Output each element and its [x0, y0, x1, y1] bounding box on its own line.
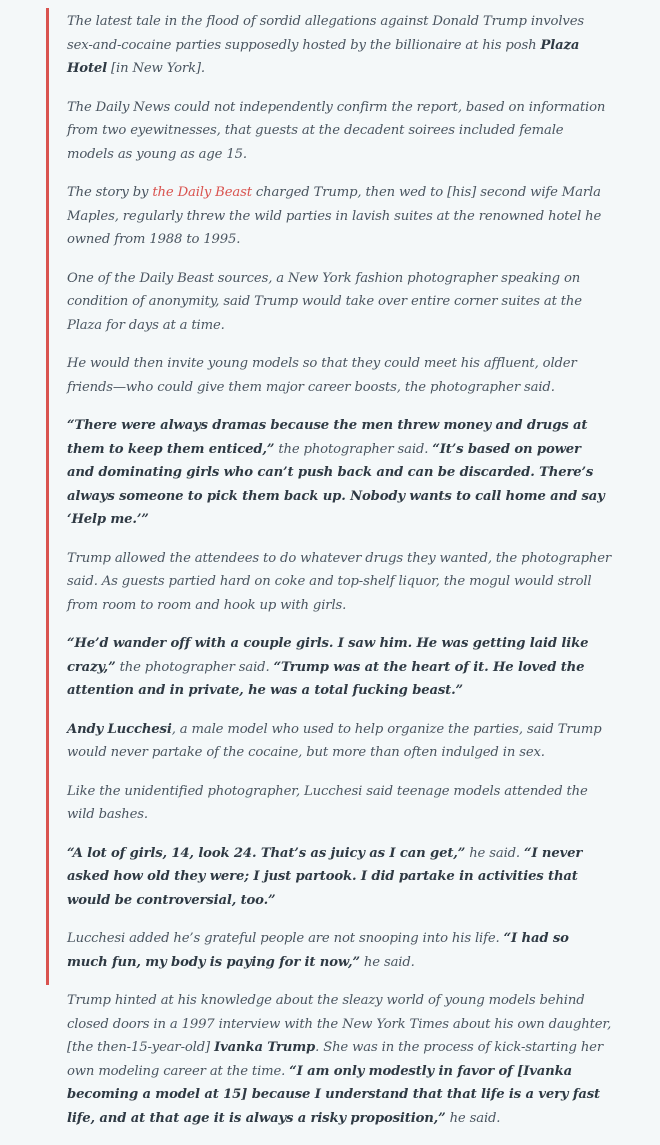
bold-quote: “Trump was at the heart of it. He loved the attention and in private, he was a total fucking beast.” — [67, 659, 585, 698]
text-span: He would then invite young models so that they could meet his affluent, older friends—who could give them major career boosts, the photographer said. — [67, 356, 577, 395]
text-span: The Daily News could not independently confirm the report, based on information from two eyewitnesses, that guests at the decadent soirees included female models as young as age 15. — [67, 99, 606, 162]
text-span: Trump hinted at his knowledge about the sleazy world of young models behind closed doors in a 1997 interview with the New York Times about his own daughter, [the then-15-year-old] — [67, 993, 612, 1055]
paragraph-4 — [67, 267, 612, 338]
text-span: he said. — [359, 954, 415, 970]
text-span: he said. — [465, 845, 525, 861]
paragraph-5 — [67, 352, 612, 399]
paragraph-11 — [67, 842, 612, 913]
bold-quote: “I never asked how old they were; I just partook. I did partake in activities that would be controversial, too.” — [67, 845, 583, 908]
bold-quote: “He’d wander off with a couple girls. I saw him. He was getting laid like crazy,” — [67, 636, 589, 675]
paragraph-2 — [67, 96, 612, 167]
paragraph-6 — [67, 414, 612, 532]
text-span: Trump allowed the attendees to do whatever drugs they wanted, the photographer said. As guests partied hard on coke and top-shelf liquor, the mogul would stroll from room to room and hook up with girls. — [67, 550, 612, 613]
paragraph-8 — [67, 632, 612, 703]
text-span: The story by — [67, 185, 153, 200]
bold-quote: “I am only modestly in favor of [Ivanka becoming a model at 15] because I understand that that life is a very fast life, and at that age it is always a risky proposition,” — [67, 1063, 600, 1126]
text-span: . She was in the process of kick-starting her own modeling career at the time. — [67, 1040, 603, 1079]
text-span: Like the unidentified photographer, Lucchesi said teenage models attended the wild bashes. — [67, 783, 588, 822]
bold-quote: “It’s based on power and dominating girls who can’t push back and can be discarded. There’s always someone to pick them back up. Nobody wants to call home and say ‘Help me.’” — [67, 441, 605, 527]
paragraph-13 — [67, 989, 612, 1130]
bold-quote: “A lot of girls, 14, look 24. That’s as juicy as I can get,” — [67, 845, 466, 861]
paragraph-7 — [67, 547, 612, 618]
bold-ivanka-trump: Ivanka Trump — [214, 1040, 316, 1055]
text-span: Lucchesi added he’s grateful people are not snooping into his life. — [67, 931, 504, 946]
paragraph-10 — [67, 780, 612, 827]
daily-beast-link[interactable]: the Daily Beast — [152, 185, 252, 200]
paragraph-1 — [67, 10, 612, 81]
text-span: [in New York]. — [107, 61, 205, 76]
text-span: the photographer said. — [115, 659, 274, 675]
article-blockquote — [67, 10, 612, 1145]
text-span: he said. — [445, 1110, 501, 1126]
paragraph-9 — [67, 718, 612, 765]
paragraph-3 — [67, 181, 612, 252]
blockquote-border — [46, 8, 49, 985]
text-span: charged Trump, then wed to [his] second wife Marla Maples, regularly threw the wild parties in lavish suites at the renowned hotel he owned from 1988 to 1995. — [67, 185, 602, 247]
text-span: One of the Daily Beast sources, a New York fashion photographer speaking on condition of anonymity, said Trump would take over entire corner suites at the Plaza for days at a time. — [67, 270, 582, 333]
paragraph-12 — [67, 927, 612, 974]
bold-andy-lucchesi: Andy Lucchesi — [67, 721, 172, 737]
text-span: The latest tale in the flood of sordid allegations against Donald Trump involves sex-and-cocaine parties supposedly hosted by the billionaire at his posh — [67, 14, 584, 53]
text-span: the photographer said. — [274, 441, 433, 457]
bold-quote: “There were always dramas because the men threw money and drugs at them to keep them enticed,” — [67, 418, 588, 457]
text-span: , a male model who used to help organize the parties, said Trump would never partake of the cocaine, but more than often indulged in sex. — [67, 721, 602, 760]
bold-plaza-hotel: Plaza Hotel — [67, 37, 580, 76]
bold-quote: “I had so much fun, my body is paying for it now,” — [67, 931, 569, 970]
